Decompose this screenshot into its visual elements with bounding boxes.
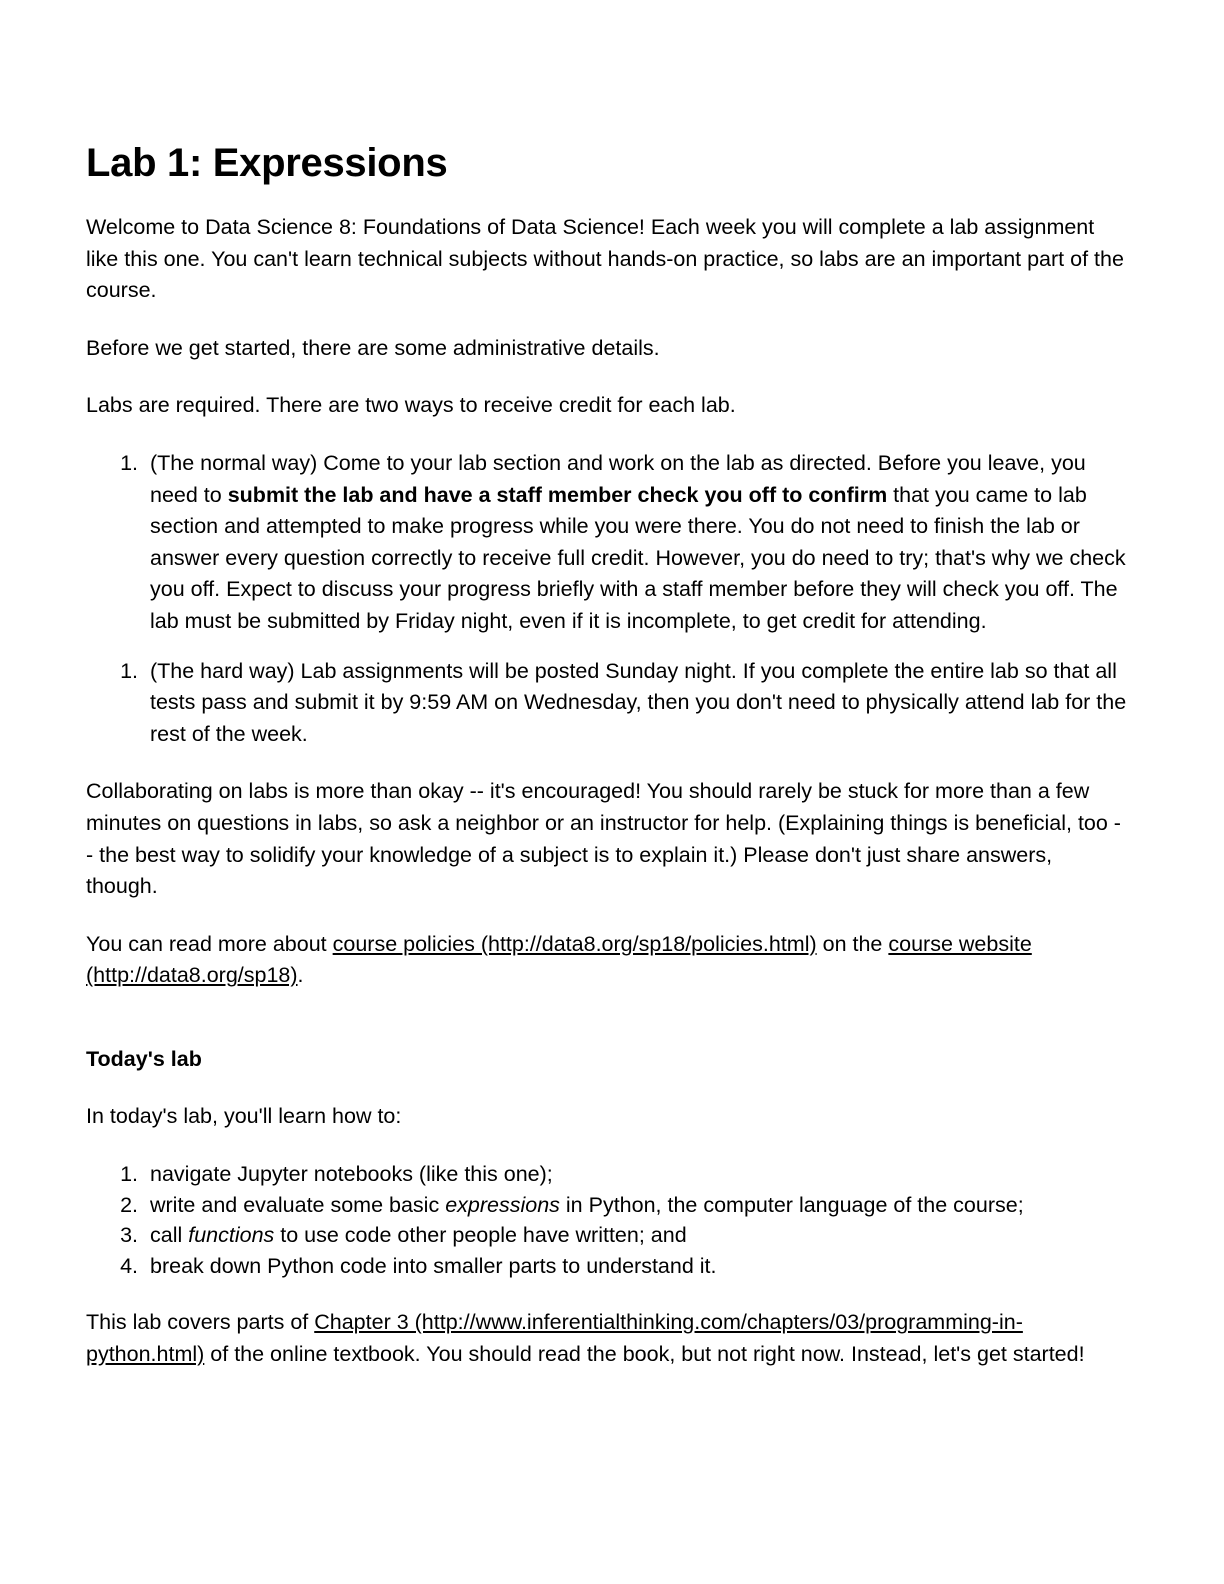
- policies-lead-text: You can read more about: [86, 931, 333, 956]
- textbook-paragraph: [86, 1307, 1128, 1370]
- list-item: [144, 1190, 1128, 1221]
- course-policies-link[interactable]: course policies (http://data8.org/sp18/policies.html): [332, 931, 817, 956]
- list-item-text-prefix: call: [150, 1223, 189, 1248]
- list-item-text-suffix: that you came to lab section and attempted to make progress while you were there. You do not need to finish the lab or answer every question correctly to receive full credit. However, you do need to try; that's why we check you off. Expect to discuss your progress briefly with a staff member before they will check you off. The lab must be submitted by Friday night, even if it is incomplete, to get credit for attending.: [150, 482, 1126, 633]
- admin-list-second: [86, 656, 1128, 751]
- list-item: [144, 656, 1128, 751]
- policies-middle-text: on the: [816, 931, 889, 956]
- todays-lab-lead-in: In today's lab, you'll learn how to:: [86, 1104, 402, 1129]
- list-item-text-suffix: to use code other people have written; and: [274, 1223, 687, 1248]
- list-item-text-prefix: break down Python code into smaller parts to understand it.: [150, 1253, 717, 1278]
- list-item: [144, 1220, 1128, 1251]
- policies-trailing-text: .: [297, 963, 304, 988]
- collaboration-paragraph: Collaborating on labs is more than okay -- it's encouraged! You should rarely be stuck for more than a few minutes on questions in labs, so ask a neighbor or an instructor for help. (Explaining things is beneficial, too -- the best way to solidify your knowledge of a subject is to explain it.) Please don't just share answers, though.: [86, 779, 1121, 899]
- list-item-text-suffix: in Python, the computer language of the course;: [559, 1192, 1024, 1217]
- list-item-text-italic: expressions: [445, 1192, 560, 1217]
- textbook-lead-text: This lab covers parts of: [86, 1310, 315, 1335]
- document-content: [86, 140, 1128, 1370]
- heading-spacer: [86, 1018, 1128, 1044]
- list-item-text-bold: submit the lab and have a staff member check you off to confirm: [227, 482, 888, 507]
- list-item-text-prefix: (The normal way) Come to your lab section and work on the lab as directed. Before you leave, you need to: [150, 450, 1086, 507]
- textbook-trailing-text: of the online textbook. You should read the book, but not right now. Instead, let's get started!: [204, 1341, 1085, 1366]
- admin-list-first: [86, 448, 1128, 638]
- list-item: [144, 448, 1128, 638]
- list-item: [144, 1251, 1128, 1282]
- course-website-link[interactable]: course website (http://data8.org/sp18): [86, 931, 1032, 988]
- list-item: [144, 1159, 1128, 1190]
- policies-paragraph: [86, 929, 1128, 992]
- intro-paragraph-1: Welcome to Data Science 8: Foundations of Data Science! Each week you will complete a lab assignment like this one. You can't learn technical subjects without hands-on practice, so labs are an important part of the course.: [86, 215, 1124, 303]
- list-item-text-italic: functions: [188, 1223, 275, 1248]
- todays-lab-heading: Today's lab: [86, 1046, 202, 1071]
- list-item-text: (The hard way) Lab assignments will be posted Sunday night. If you complete the entire lab so that all tests pass and submit it by 9:59 AM on Wednesday, then you don't need to physically attend lab for the rest of the week.: [150, 658, 1127, 746]
- intro-paragraph-3: Labs are required. There are two ways to receive credit for each lab.: [86, 393, 736, 418]
- list-item-text-prefix: navigate Jupyter notebooks (like this one);: [150, 1162, 553, 1187]
- chapter-3-link[interactable]: Chapter 3 (http://www.inferentialthinking.com/chapters/03/programming-in-python.html): [86, 1310, 1023, 1366]
- intro-paragraph-2: Before we get started, there are some administrative details.: [86, 335, 660, 360]
- page-title: Lab 1: Expressions: [86, 141, 448, 185]
- todays-lab-list: [86, 1159, 1128, 1281]
- list-item-text-prefix: write and evaluate some basic: [150, 1192, 446, 1217]
